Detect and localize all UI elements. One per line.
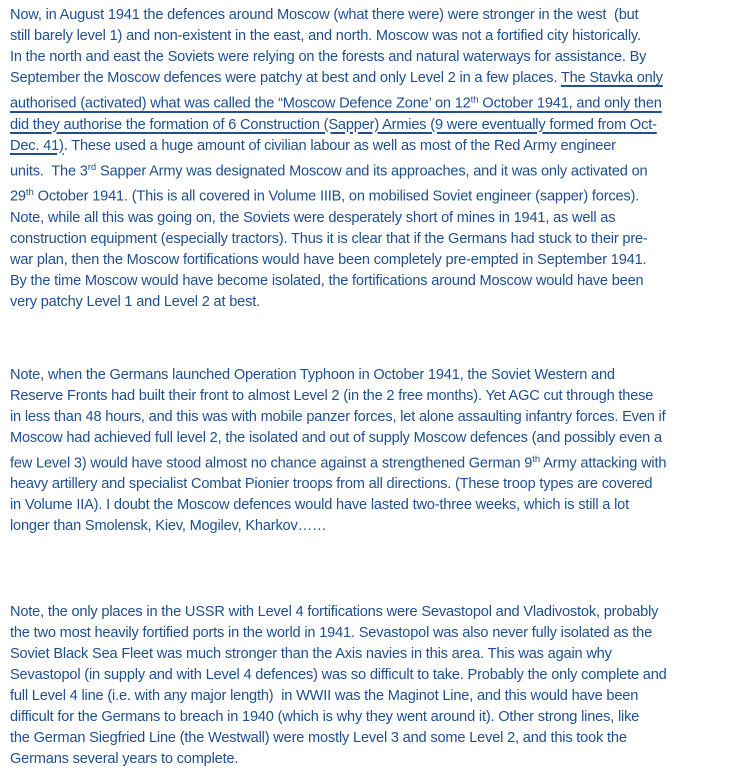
body-text: Note, while all this was going on, the Soviets were desperately short of mines in 1941, as well as bbox=[10, 209, 616, 226]
text-line bbox=[10, 115, 727, 136]
body-text: very patchy Level 1 and Level 2 at best. bbox=[10, 293, 260, 310]
body-text: October 1941. (This is all covered in Volume IIIB, on mobilised Soviet engineer (sapper) forces). bbox=[33, 188, 640, 205]
body-text: Moscow had achieved full level 2, the isolated and out of supply Moscow defences (and possibly even a bbox=[10, 429, 662, 446]
underlined-text bbox=[471, 96, 479, 112]
text-line bbox=[10, 47, 727, 68]
body-text: . These used a huge amount of civilian labour as well as most of the Red Army engineer bbox=[63, 137, 616, 154]
body-text: in less than 48 hours, and this was with mobile panzer forces, let alone assaulting infantry forces. Even if bbox=[10, 408, 666, 425]
body-text: in Volume IIA). I doubt the Moscow defences would have lasted two-three weeks, which is still a lot bbox=[10, 497, 629, 513]
text-line bbox=[10, 707, 727, 728]
text-line bbox=[10, 474, 727, 495]
text-line bbox=[10, 229, 727, 250]
text-line bbox=[10, 602, 727, 623]
underlined-text: authorised (activated) what was called the “Moscow Defence Zone’ on 12 bbox=[10, 95, 471, 112]
text-line bbox=[10, 407, 727, 428]
underlined-text: did they authorise the formation of 6 Construction (Sapper) Armies (9 were eventually formed from Oct- bbox=[10, 116, 657, 133]
text-line bbox=[10, 665, 727, 686]
body-text: full Level 4 line (i.e. with any major length) in WWII was the Maginot Line, and this would have been bbox=[10, 688, 639, 704]
body-text: the German Siegfried Line (the Westwall) were mostly Level 3 and some Level 2, and this took the bbox=[10, 730, 627, 746]
text-line bbox=[10, 136, 727, 157]
text-line bbox=[10, 749, 727, 770]
text-line bbox=[10, 292, 727, 313]
body-text: Sevastopol (in supply and with Level 4 defences) was so difficult to take. Probably the only complete and bbox=[10, 667, 667, 683]
underlined-text: Dec. 41) bbox=[10, 137, 64, 154]
body-text: the two most heavily fortified ports in the world in 1941. Sevastopol was also never fully isolated as the bbox=[10, 625, 653, 641]
text-line bbox=[10, 428, 727, 449]
text-line bbox=[10, 89, 727, 115]
body-text: 29 bbox=[10, 188, 26, 205]
body-text: still barely level 1) and non-existent in the east, and north. Moscow was not a fortified city historically. bbox=[10, 28, 641, 44]
body-text: Now, in August 1941 the defences around Moscow (what there were) were stronger in the west (but bbox=[10, 7, 639, 23]
text-line bbox=[10, 271, 727, 292]
body-text: heavy artillery and specialist Combat Pionier troops from all directions. (These troop types are covered bbox=[10, 476, 653, 492]
body-text: Germans several years to complete. bbox=[10, 751, 239, 767]
text-line bbox=[10, 182, 727, 208]
superscript-text: th bbox=[532, 453, 541, 465]
text-line bbox=[10, 208, 727, 229]
body-text: few Level 3) would have stood almost no chance against a strengthened German 9 bbox=[10, 455, 533, 471]
underlined-text: The Stavka only bbox=[560, 70, 663, 86]
body-text: Note, when the Germans launched Operation Typhoon in October 1941, the Soviet Western and bbox=[10, 366, 615, 383]
body-text: Reserve Fronts had built their front to almost Level 2 (in the 2 free months). Yet AGC cut through these bbox=[10, 387, 654, 404]
paragraph-level-4-fortifications bbox=[10, 602, 727, 770]
body-text: Army attacking with bbox=[540, 455, 667, 471]
body-text: difficult for the Germans to breach in 1940 (which is why they went around it). Other strong lines, like bbox=[10, 709, 640, 725]
text-line bbox=[10, 250, 727, 271]
superscript-text: th bbox=[470, 94, 479, 105]
paragraph-moscow-defences bbox=[10, 5, 727, 313]
text-line bbox=[10, 5, 727, 26]
text-line bbox=[10, 623, 727, 644]
body-text: longer than Smolensk, Kiev, Mogilev, Kharkov…… bbox=[10, 518, 327, 534]
body-text: September the Moscow defences were patchy at best and only Level 2 in a few places. bbox=[10, 70, 561, 86]
body-text: Note, the only places in the USSR with Level 4 fortifications were Sevastopol and Vladivostok, probably bbox=[10, 604, 659, 620]
body-text: units. The 3 bbox=[10, 163, 88, 179]
superscript-text: th bbox=[25, 187, 34, 198]
text-line bbox=[10, 686, 727, 707]
text-line bbox=[10, 26, 727, 47]
body-text: Soviet Black Sea Fleet was much stronger than the Axis navies in this area. This was again why bbox=[10, 646, 612, 662]
paragraph-operation-typhoon bbox=[10, 365, 727, 538]
text-line bbox=[10, 644, 727, 665]
text-line bbox=[10, 365, 727, 386]
body-text: construction equipment (especially tractors). Thus it is clear that if the Germans had stuck to their pre- bbox=[10, 230, 648, 247]
body-text: In the north and east the Soviets were relying on the forests and natural waterways for assistance. By bbox=[10, 49, 647, 65]
text-line bbox=[10, 728, 727, 749]
text-line bbox=[10, 516, 727, 537]
text-line bbox=[10, 157, 727, 183]
text-line bbox=[10, 386, 727, 407]
body-text: war plan, then the Moscow fortifications would have been completely pre-empted in September 1941. bbox=[10, 251, 647, 268]
text-line bbox=[10, 68, 727, 89]
body-text: By the time Moscow would have become isolated, the fortifications around Moscow would have been bbox=[10, 272, 644, 289]
underlined-text: October 1941, and only then bbox=[478, 95, 662, 112]
superscript-text: rd bbox=[87, 161, 97, 173]
text-line bbox=[10, 495, 727, 516]
body-text: Sapper Army was designated Moscow and its approaches, and it was only activated on bbox=[96, 163, 648, 179]
text-line bbox=[10, 449, 727, 475]
